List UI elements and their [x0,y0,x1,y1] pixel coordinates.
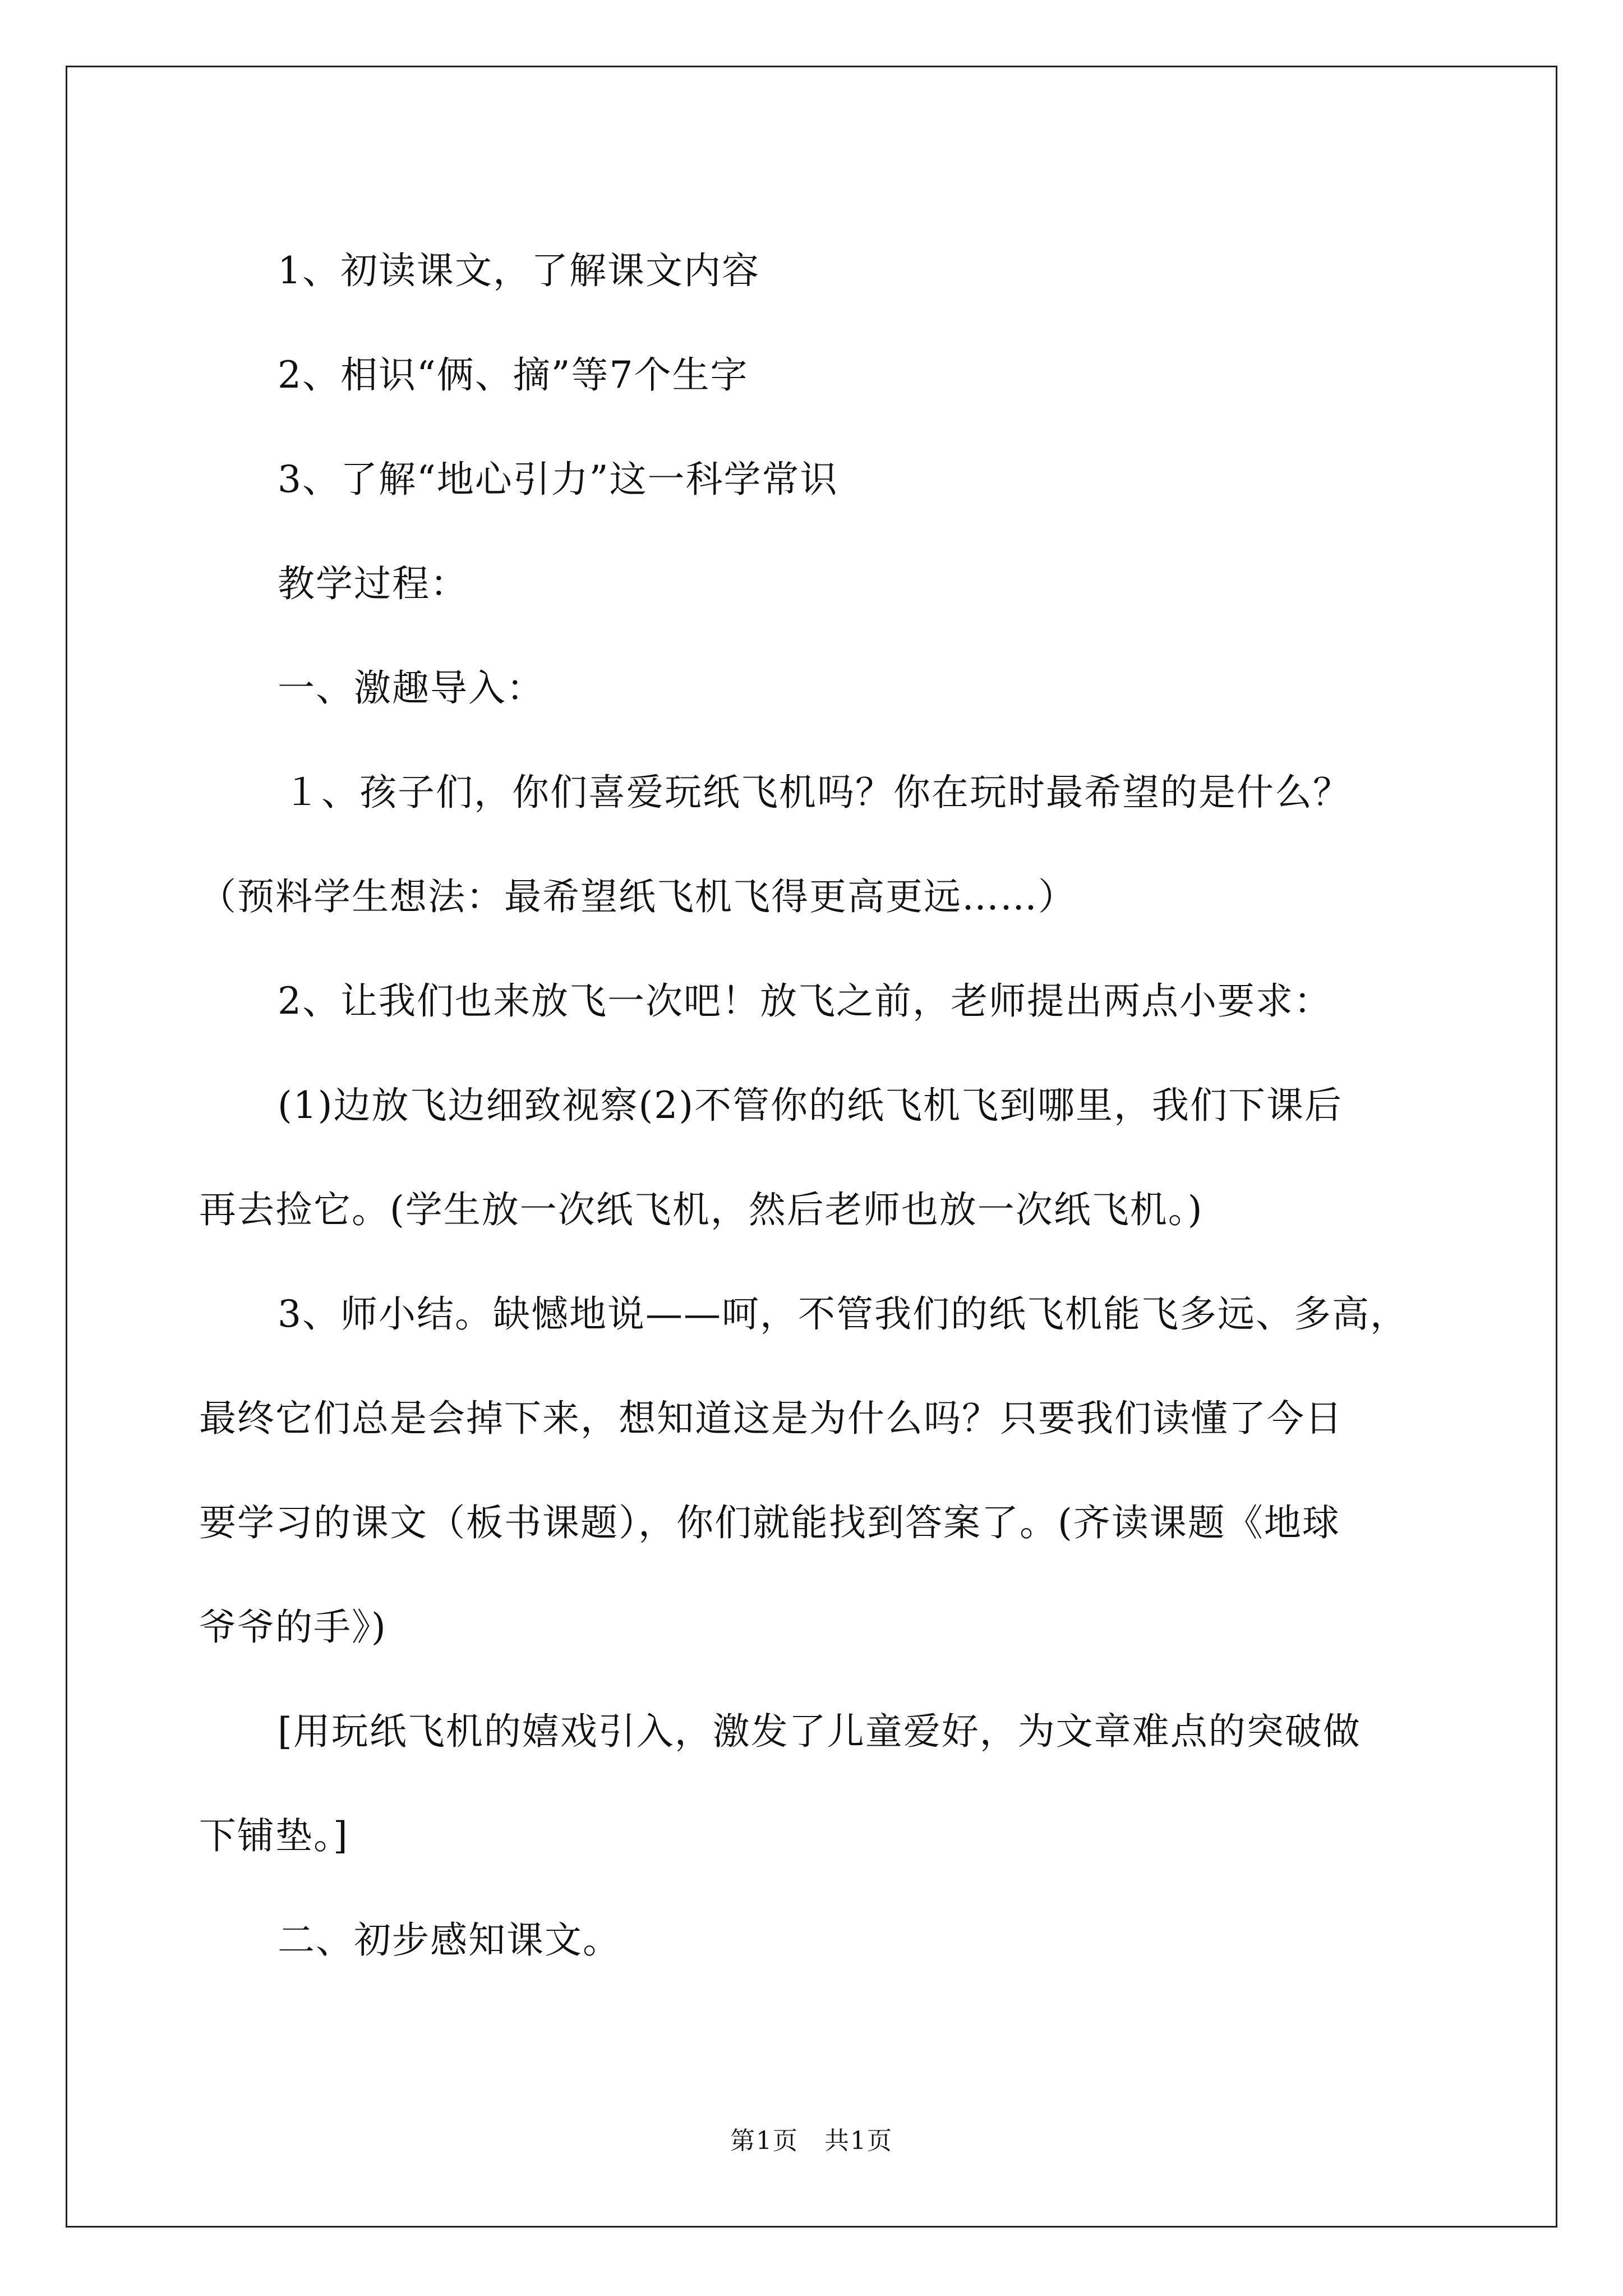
paragraph-line: 再去捡它。(学生放一次纸飞机，然后老师也放一次纸飞机。) [199,1188,1204,1231]
objective-line-3: 3、了解“地心引力”这一科学常识 [278,458,838,501]
page-number-footer: 第1页 共1页 [730,2127,893,2155]
paragraph-line: 最终它们总是会掉下来，想知道这是为什么吗？只要我们读懂了今日 [199,1397,1343,1440]
objective-line-1: 1、初读课文，了解课文内容 [278,249,760,292]
objective-line-2: 2、相识“俩、摘”等7个生字 [278,353,749,397]
section-heading-perception: 二、初步感知课文。 [278,1918,621,1962]
paragraph-line: 2、让我们也来放飞一次吧！放飞之前，老师提出两点小要求： [278,979,1332,1023]
section-heading-intro: 一、激趣导入： [278,666,545,710]
section-heading-process: 教学过程： [278,562,468,605]
paragraph-line: 下铺垫。] [199,1814,349,1857]
paragraph-line: 3、师小结。缺憾地说——呵，不管我们的纸飞机能飞多远、多高， [278,1292,1408,1336]
paragraph-line: １、孩子们，你们喜爱玩纸飞机吗？你在玩时最希望的是什么？ [283,771,1351,814]
paragraph-line: （预料学生想法：最希望纸飞机飞得更高更远……） [199,875,1076,918]
paragraph-line: (1)边放飞边细致视察(2)不管你的纸飞机飞到哪里，我们下课后 [278,1084,1343,1127]
paragraph-line: 要学习的课文（板书课题），你们就能找到答案了。(齐读课题《地球 [199,1501,1340,1544]
document-body [199,219,1433,1993]
paragraph-line: 爷爷的手》) [199,1605,387,1649]
paragraph-line: [用玩纸飞机的嬉戏引入，激发了儿童爱好，为文章难点的突破做 [278,1710,1361,1753]
